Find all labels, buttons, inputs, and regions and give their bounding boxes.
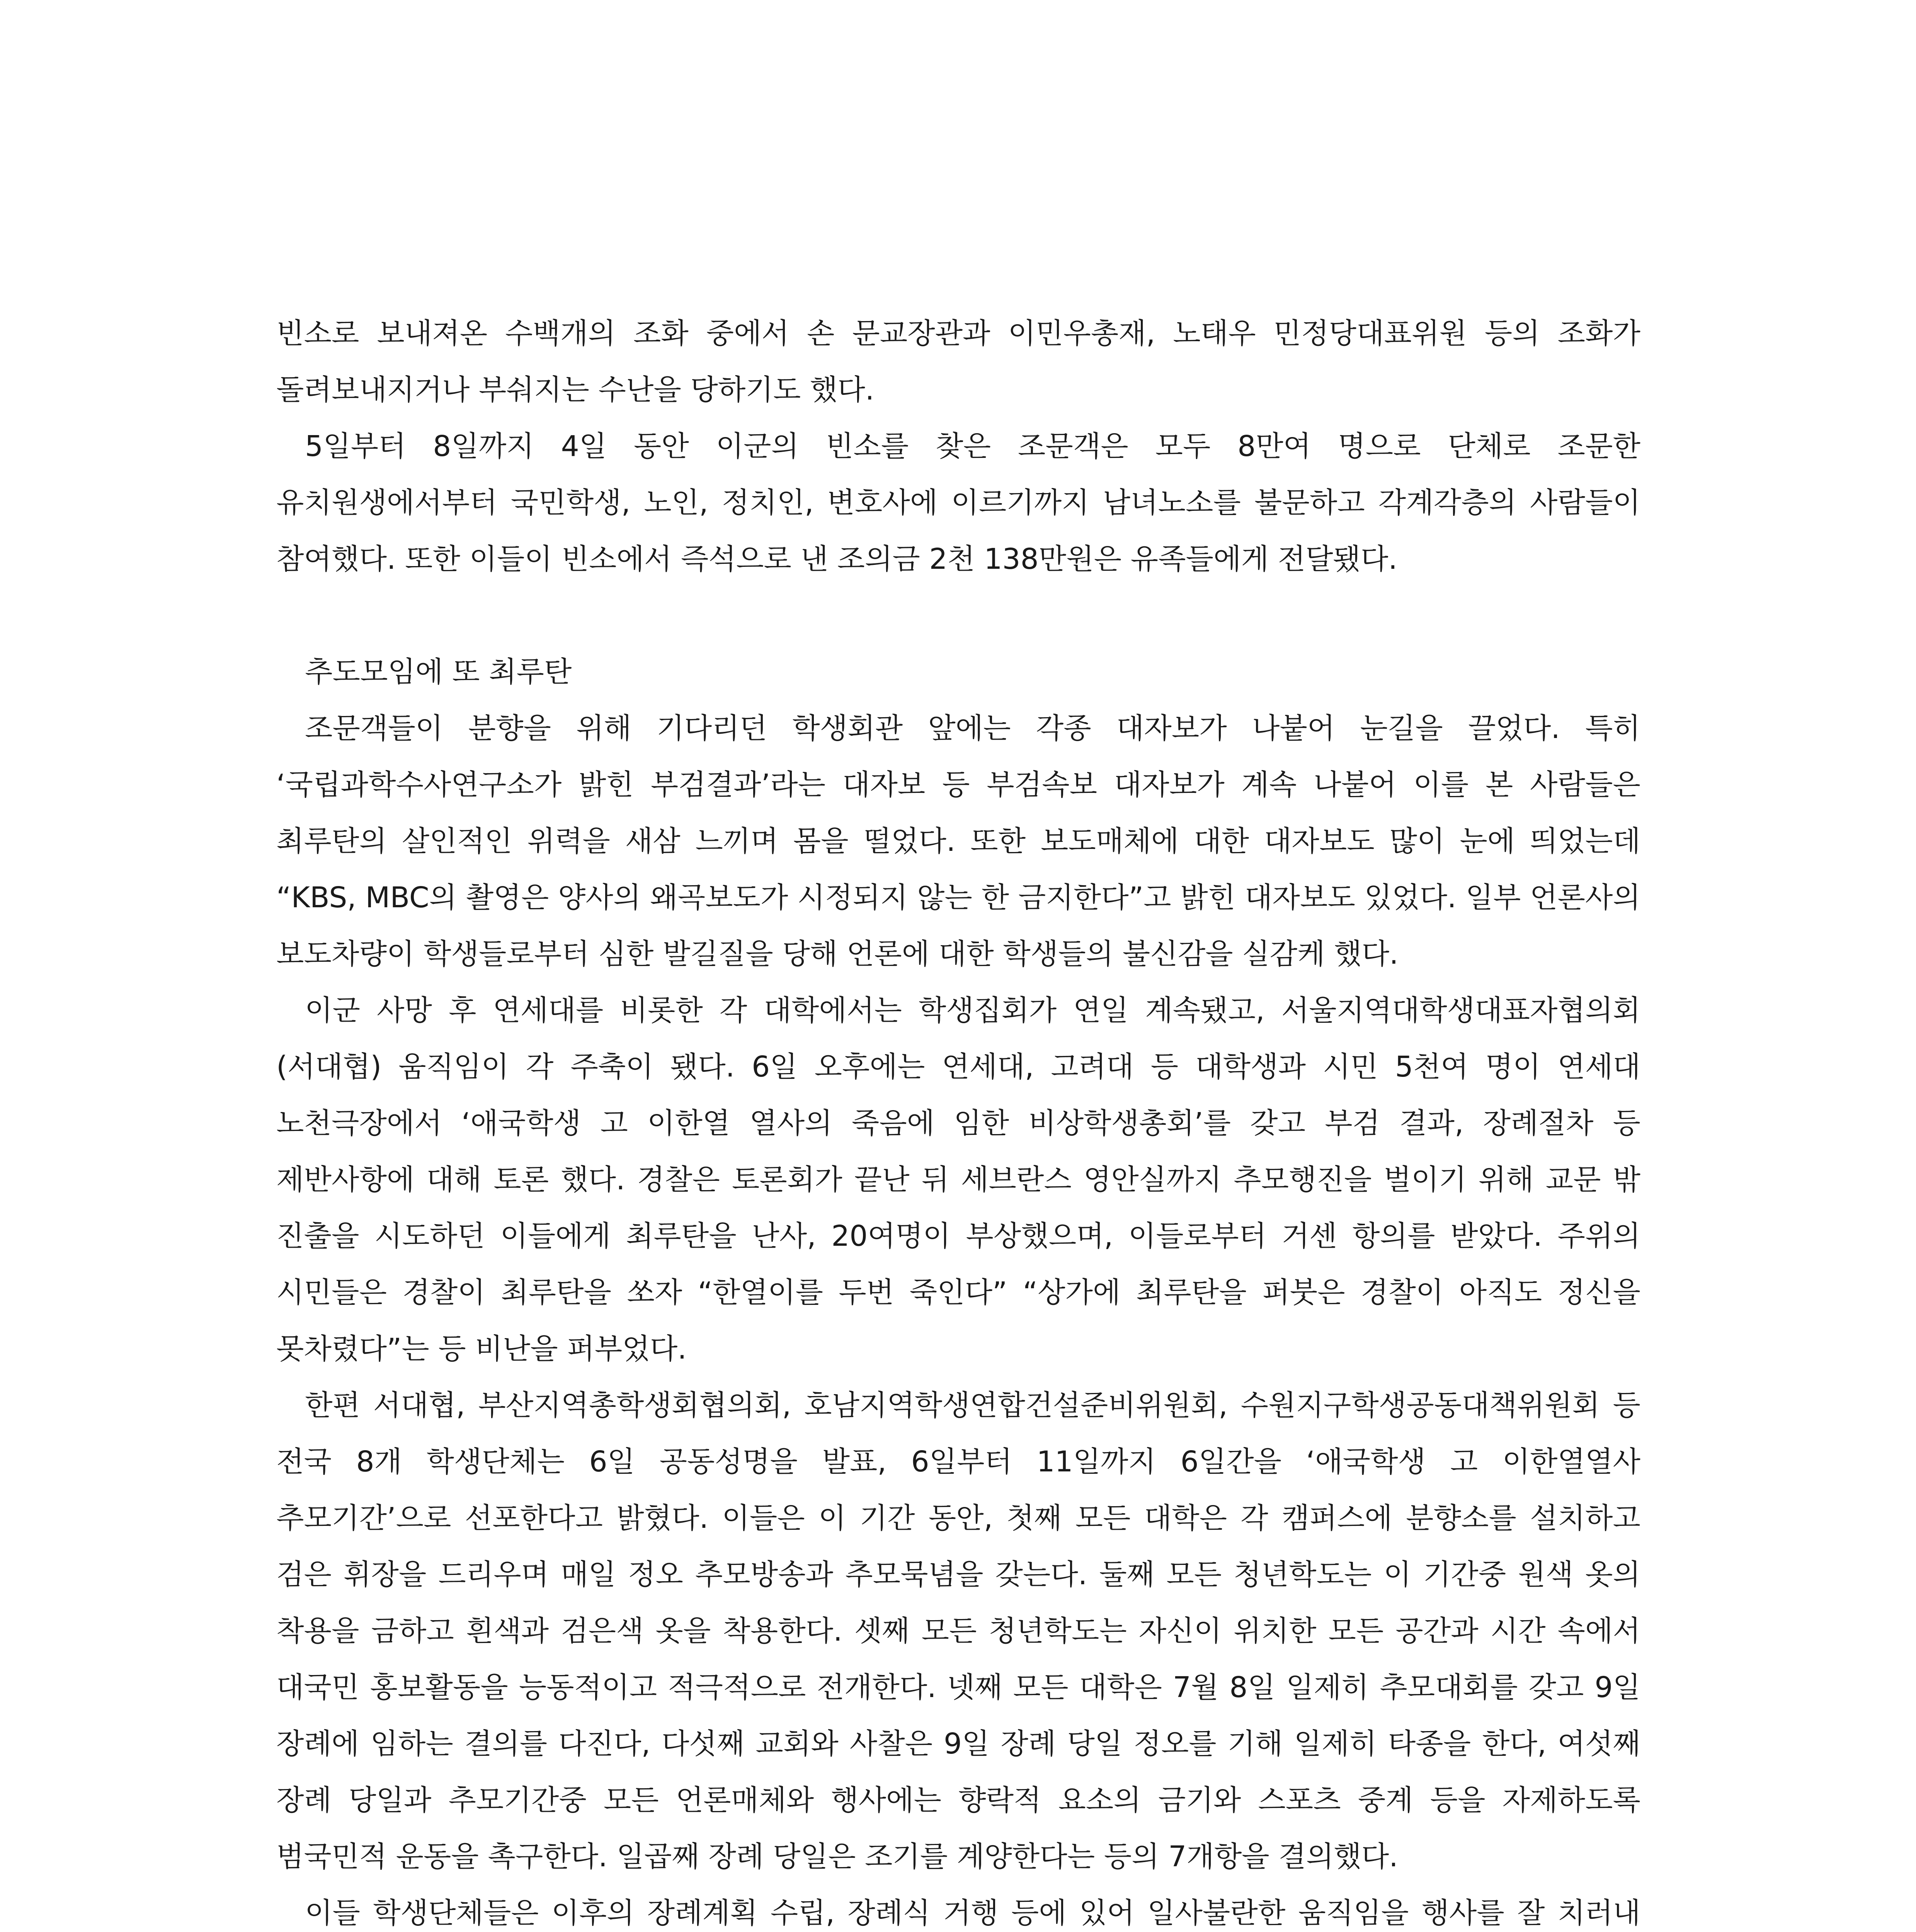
body-paragraph: 조문객들이 분향을 위해 기다리던 학생회관 앞에는 각종 대자보가 나붙어 눈길을 끌었다. 특히 ‘국립과학수사연구소가 밝힌 부검결과’라는 대자보 등 부검속보 대자보가 계속 나붙어 이를 본 사람들은 최루탄의 살인적인 위력을 새삼 느끼며 몸을 떨었다. 또한 보도매체에 대한 대자보도 많이 눈에 띄었는데 “KBS, MBC의 촬영은 양사의 왜곡보도가 시정되지 않는 한 금지한다”고 밝힌 대자보도 있었다. 일부 언론사의 보도차량이 학생들로부터 심한 발길질을 당해 언론에 대한 학생들의 불신감을 실감케 했다. xyxy=(276,712,1640,971)
document-page xyxy=(276,305,1640,1932)
body-paragraph: 한편 서대협, 부산지역총학생회협의회, 호남지역학생연합건설준비위원회, 수원지구학생공동대책위원회 등 전국 8개 학생단체는 6일 공동성명을 발표, 6일부터 11일까지 6일간을 ‘애국학생 고 이한열열사 추모기간’으로 선포한다고 밝혔다. 이들은 이 기간 동안, 첫째 모든 대학은 각 캠퍼스에 분향소를 설치하고 검은 휘장을 드리우며 매일 정오 추모방송과 추모묵념을 갖는다. 둘째 모든 청년학도는 이 기간중 원색 옷의 착용을 금하고 흰색과 검은색 옷을 착용한다. 셋째 모든 청년학도는 자신이 위치한 모든 공간과 시간 속에서 대국민 홍보활동을 능동적이고 적극적으로 전개한다. 넷째 모든 대학은 7월 8일 일제히 추모대회를 갖고 9일 장례에 임하는 결의를 다진다, 다섯째 교회와 사찰은 9일 장례 당일 정오를 기해 일제히 타종을 한다, 여섯째 장례 당일과 추모기간중 모든 언론매체와 행사에는 향락적 요소의 금기와 스포츠 중계 등을 자제하도록 범국민적 운동을 촉구한다. 일곱째 장례 당일은 조기를 계양한다는 등의 7개항을 결의했다. xyxy=(276,1389,1640,1873)
body-paragraph: 5일부터 8일까지 4일 동안 이군의 빈소를 찾은 조문객은 모두 8만여 명으로 단체로 조문한 유치원생에서부터 국민학생, 노인, 정치인, 변호사에 이르기까지 남녀노소를 불문하고 각계각층의 사람들이 참여했다. 또한 이들이 빈소에서 즉석으로 낸 조의금 2천 138만원은 유족들에게 전달됐다. xyxy=(276,430,1640,576)
body-paragraph: 이군 사망 후 연세대를 비롯한 각 대학에서는 학생집회가 연일 계속됐고, 서울지역대학생대표자협의회(서대협) 움직임이 각 주축이 됐다. 6일 오후에는 연세대, 고려대 등 대학생과 시민 5천여 명이 연세대 노천극장에서 ‘애국학생 고 이한열 열사의 죽음에 임한 비상학생총회’를 갖고 부검 결과, 장례절차 등 제반사항에 대해 토론 했다. 경찰은 토론회가 끝난 뒤 세브란스 영안실까지 추모행진을 벌이기 위해 교문 밖 진출을 시도하던 이들에게 최루탄을 난사, 20여명이 부상했으며, 이들로부터 거센 항의를 받았다. 주위의 시민들은 경찰이 최루탄을 쏘자 “한열이를 두번 죽인다” “상가에 최루탄을 퍼붓은 경찰이 아직도 정신을 못차렸다”는 등 비난을 퍼부었다. xyxy=(276,994,1640,1366)
body-paragraph: 빈소로 보내져온 수백개의 조화 중에서 손 문교장관과 이민우총재, 노태우 민정당대표위원 등의 조화가 돌려보내지거나 부숴지는 수난을 당하기도 했다. xyxy=(276,317,1640,406)
section-heading: 추도모임에 또 최루탄 xyxy=(305,655,572,689)
paragraph-spacer xyxy=(276,587,1640,644)
body-paragraph: 이들 학생단체들은 이후의 장례계획 수립, 장례식 거행 등에 있어 일사불란한 움직임을 행사를 잘 치러내 xyxy=(305,1896,1640,1930)
